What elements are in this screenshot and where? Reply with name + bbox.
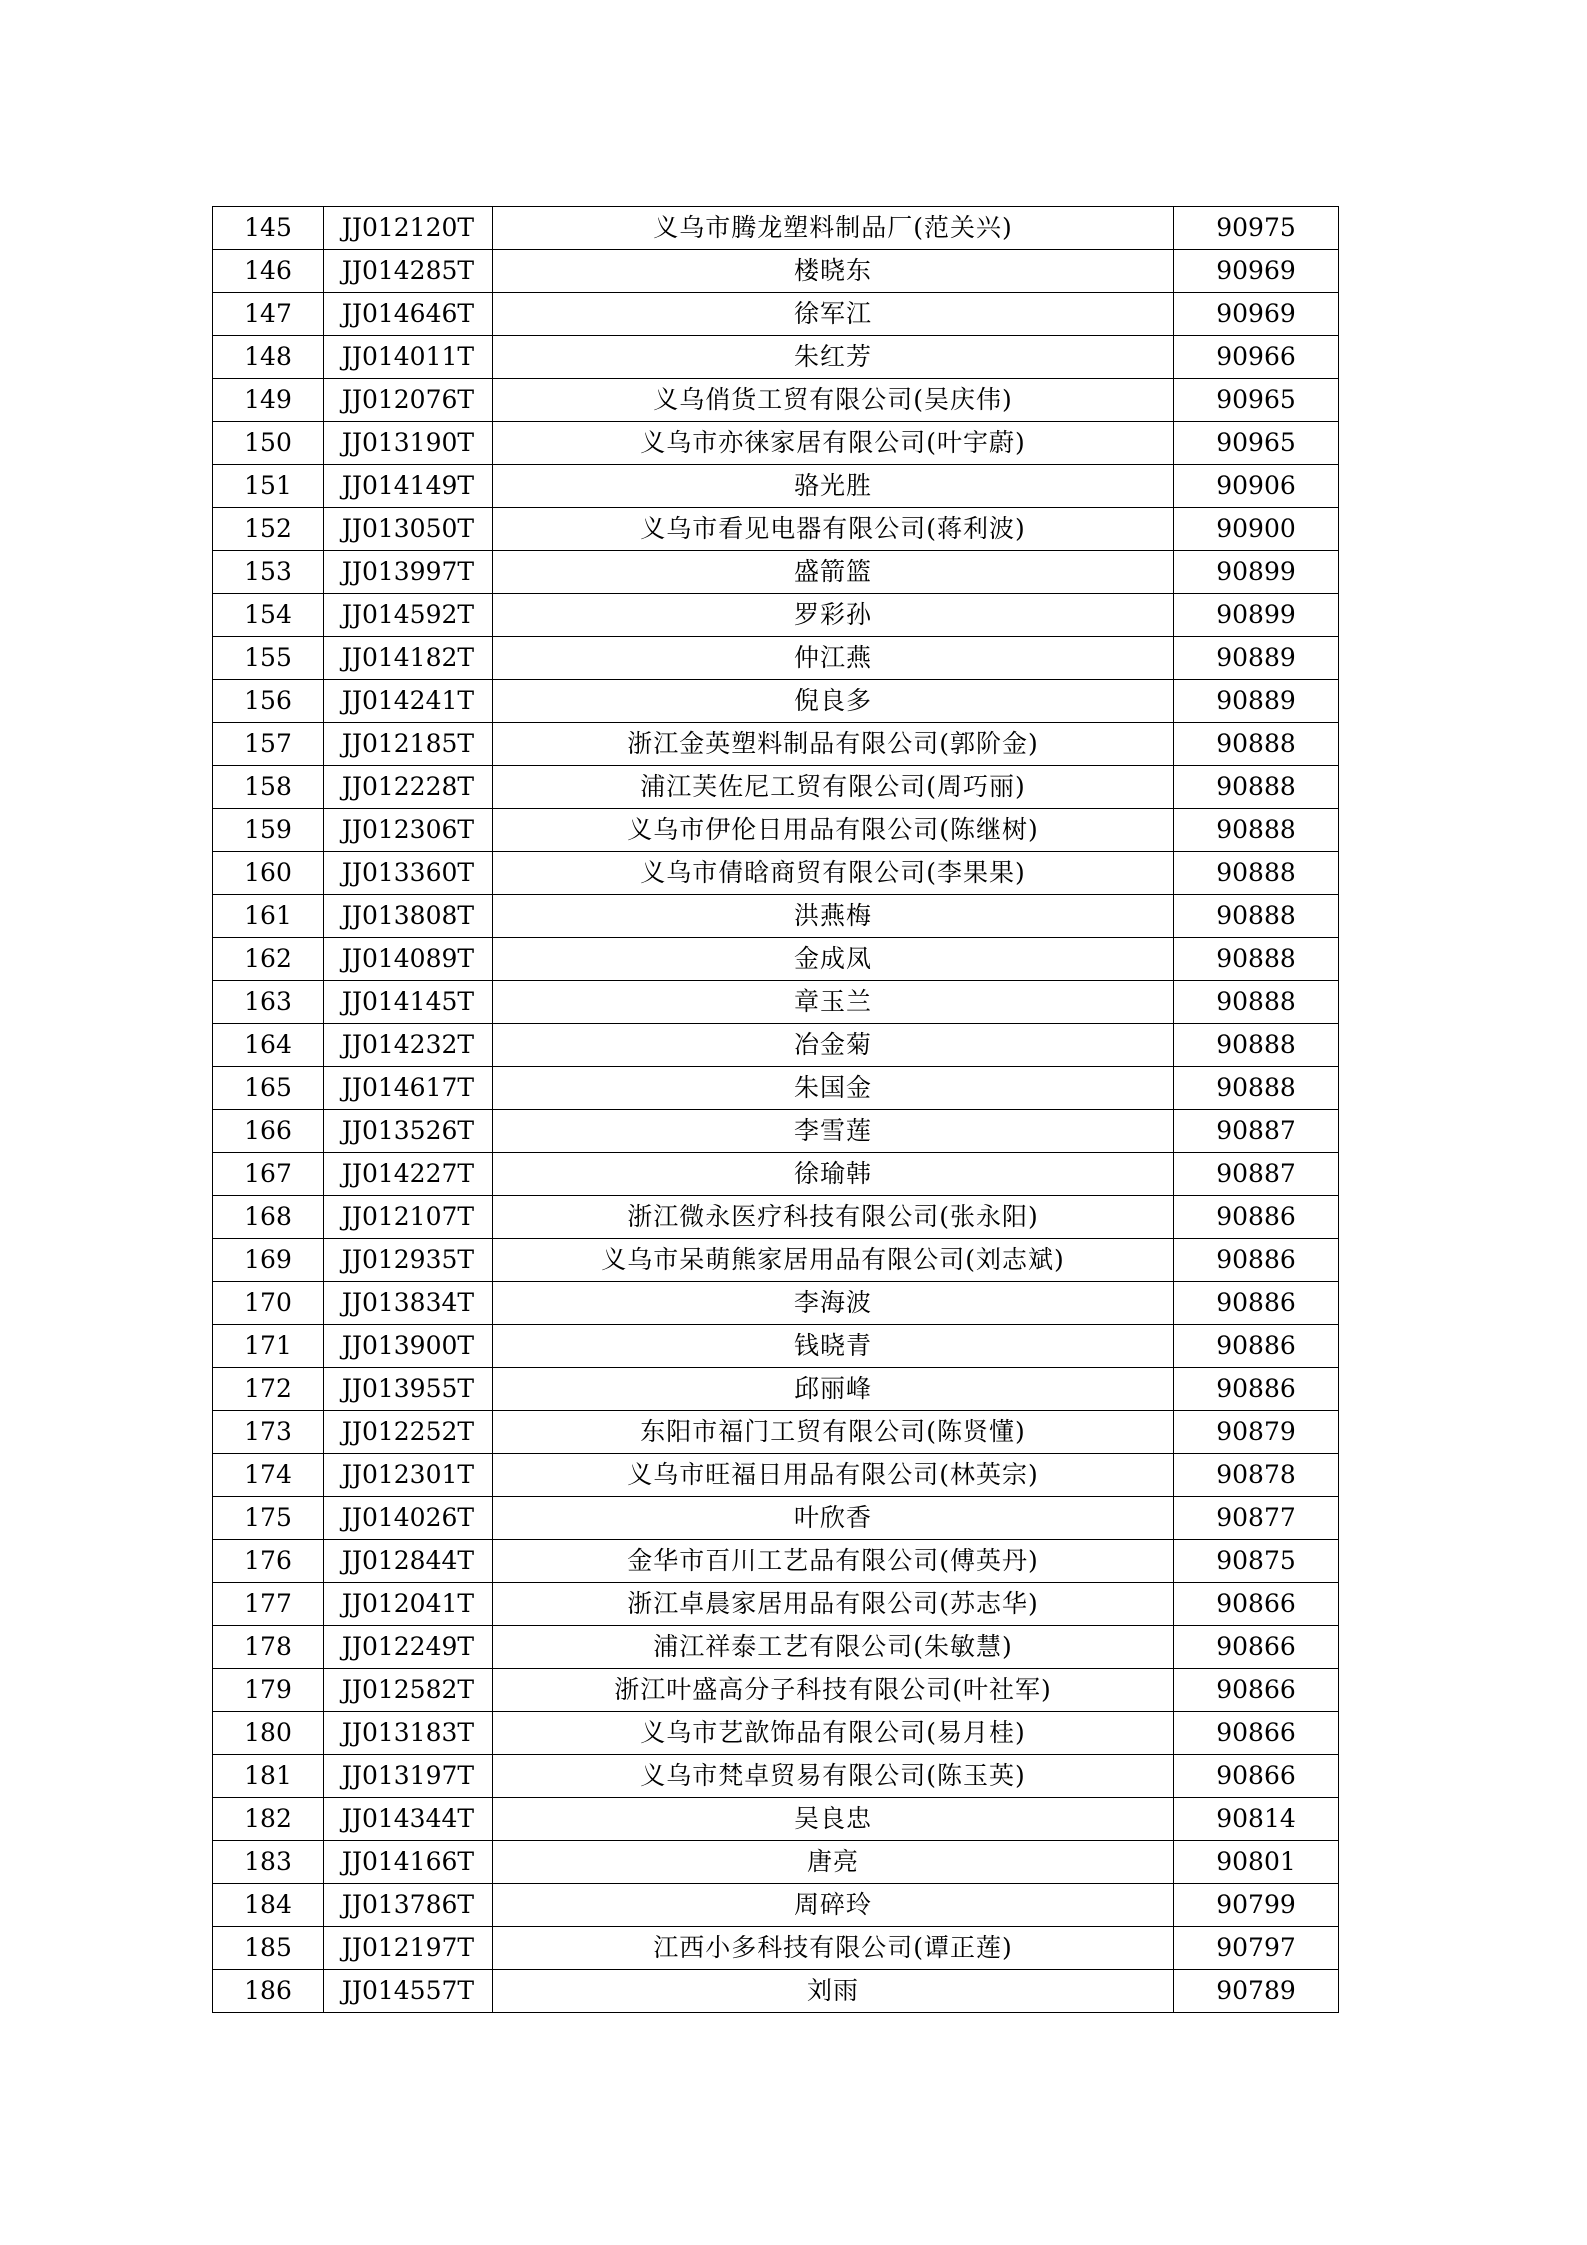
cell-code: JJ014227T (324, 1153, 493, 1196)
cell-seq-number: 149 (213, 379, 324, 422)
cell-code: JJ014026T (324, 1497, 493, 1540)
cell-seq-number: 175 (213, 1497, 324, 1540)
cell-name: 仲江燕 (493, 637, 1174, 680)
table-row (213, 1411, 1339, 1454)
table-row (213, 1368, 1339, 1411)
cell-code: JJ013900T (324, 1325, 493, 1368)
cell-score: 90887 (1174, 1153, 1339, 1196)
cell-score: 90906 (1174, 465, 1339, 508)
cell-score: 90879 (1174, 1411, 1339, 1454)
table-row (213, 1970, 1339, 2013)
cell-name: 义乌市伊伦日用品有限公司(陈继树) (493, 809, 1174, 852)
table-row (213, 1497, 1339, 1540)
cell-seq-number: 174 (213, 1454, 324, 1497)
table-row (213, 508, 1339, 551)
cell-seq-number: 170 (213, 1282, 324, 1325)
cell-code: JJ012120T (324, 207, 493, 250)
cell-score: 90797 (1174, 1927, 1339, 1970)
cell-score: 90875 (1174, 1540, 1339, 1583)
table-row (213, 1841, 1339, 1884)
cell-code: JJ012107T (324, 1196, 493, 1239)
cell-score: 90899 (1174, 551, 1339, 594)
cell-name: 徐瑜韩 (493, 1153, 1174, 1196)
cell-score: 90886 (1174, 1196, 1339, 1239)
table-row (213, 336, 1339, 379)
table-row (213, 1927, 1339, 1970)
cell-name: 叶欣香 (493, 1497, 1174, 1540)
cell-code: JJ014592T (324, 594, 493, 637)
cell-name: 徐军江 (493, 293, 1174, 336)
cell-score: 90866 (1174, 1755, 1339, 1798)
table-row (213, 1583, 1339, 1626)
cell-seq-number: 176 (213, 1540, 324, 1583)
cell-seq-number: 146 (213, 250, 324, 293)
cell-name: 楼晓东 (493, 250, 1174, 293)
cell-seq-number: 158 (213, 766, 324, 809)
table-row (213, 938, 1339, 981)
cell-name: 义乌市倩晗商贸有限公司(李果果) (493, 852, 1174, 895)
table-row (213, 1325, 1339, 1368)
cell-name: 金华市百川工艺品有限公司(傅英丹) (493, 1540, 1174, 1583)
cell-seq-number: 166 (213, 1110, 324, 1153)
cell-seq-number: 181 (213, 1755, 324, 1798)
cell-name: 盛箭篮 (493, 551, 1174, 594)
cell-seq-number: 155 (213, 637, 324, 680)
cell-score: 90789 (1174, 1970, 1339, 2013)
table-row (213, 1282, 1339, 1325)
cell-code: JJ012252T (324, 1411, 493, 1454)
cell-code: JJ013834T (324, 1282, 493, 1325)
cell-code: JJ014344T (324, 1798, 493, 1841)
cell-name: 刘雨 (493, 1970, 1174, 2013)
cell-seq-number: 185 (213, 1927, 324, 1970)
cell-name: 朱红芳 (493, 336, 1174, 379)
cell-score: 90888 (1174, 809, 1339, 852)
cell-code: JJ014646T (324, 293, 493, 336)
table-row (213, 422, 1339, 465)
cell-code: JJ013786T (324, 1884, 493, 1927)
cell-score: 90969 (1174, 293, 1339, 336)
cell-code: JJ013526T (324, 1110, 493, 1153)
cell-score: 90887 (1174, 1110, 1339, 1153)
cell-seq-number: 178 (213, 1626, 324, 1669)
cell-seq-number: 150 (213, 422, 324, 465)
cell-name: 唐亮 (493, 1841, 1174, 1884)
data-table (212, 206, 1339, 2013)
cell-code: JJ014149T (324, 465, 493, 508)
cell-name: 洪燕梅 (493, 895, 1174, 938)
cell-code: JJ013808T (324, 895, 493, 938)
cell-name: 浦江芙佐尼工贸有限公司(周巧丽) (493, 766, 1174, 809)
cell-score: 90966 (1174, 336, 1339, 379)
cell-seq-number: 184 (213, 1884, 324, 1927)
table-row (213, 1153, 1339, 1196)
cell-seq-number: 157 (213, 723, 324, 766)
table-row (213, 1798, 1339, 1841)
cell-name: 浙江微永医疗科技有限公司(张永阳) (493, 1196, 1174, 1239)
table-row (213, 1067, 1339, 1110)
cell-seq-number: 148 (213, 336, 324, 379)
cell-name: 冶金菊 (493, 1024, 1174, 1067)
table-row (213, 1540, 1339, 1583)
cell-seq-number: 145 (213, 207, 324, 250)
table-row (213, 852, 1339, 895)
cell-code: JJ012935T (324, 1239, 493, 1282)
cell-seq-number: 180 (213, 1712, 324, 1755)
cell-score: 90801 (1174, 1841, 1339, 1884)
cell-seq-number: 168 (213, 1196, 324, 1239)
table-row (213, 1755, 1339, 1798)
table-row (213, 1239, 1339, 1282)
cell-seq-number: 165 (213, 1067, 324, 1110)
cell-code: JJ014285T (324, 250, 493, 293)
cell-code: JJ013050T (324, 508, 493, 551)
cell-name: 罗彩孙 (493, 594, 1174, 637)
table-row (213, 293, 1339, 336)
cell-name: 浙江叶盛高分子科技有限公司(叶社军) (493, 1669, 1174, 1712)
cell-code: JJ014166T (324, 1841, 493, 1884)
cell-score: 90889 (1174, 637, 1339, 680)
cell-name: 浦江祥泰工艺有限公司(朱敏慧) (493, 1626, 1174, 1669)
cell-code: JJ013190T (324, 422, 493, 465)
cell-name: 倪良多 (493, 680, 1174, 723)
cell-score: 90886 (1174, 1282, 1339, 1325)
cell-seq-number: 147 (213, 293, 324, 336)
cell-code: JJ014557T (324, 1970, 493, 2013)
cell-seq-number: 151 (213, 465, 324, 508)
table-row (213, 680, 1339, 723)
cell-score: 90866 (1174, 1626, 1339, 1669)
cell-code: JJ012582T (324, 1669, 493, 1712)
cell-code: JJ014011T (324, 336, 493, 379)
cell-seq-number: 156 (213, 680, 324, 723)
table-row (213, 1454, 1339, 1497)
table-row (213, 637, 1339, 680)
cell-seq-number: 154 (213, 594, 324, 637)
cell-code: JJ012844T (324, 1540, 493, 1583)
cell-seq-number: 167 (213, 1153, 324, 1196)
cell-score: 90888 (1174, 895, 1339, 938)
cell-seq-number: 186 (213, 1970, 324, 2013)
cell-seq-number: 153 (213, 551, 324, 594)
cell-score: 90886 (1174, 1239, 1339, 1282)
cell-seq-number: 172 (213, 1368, 324, 1411)
cell-name: 义乌市艺歆饰品有限公司(易月桂) (493, 1712, 1174, 1755)
cell-seq-number: 164 (213, 1024, 324, 1067)
cell-score: 90866 (1174, 1583, 1339, 1626)
cell-seq-number: 171 (213, 1325, 324, 1368)
cell-name: 李雪莲 (493, 1110, 1174, 1153)
cell-seq-number: 162 (213, 938, 324, 981)
cell-seq-number: 163 (213, 981, 324, 1024)
cell-name: 东阳市福门工贸有限公司(陈贤懂) (493, 1411, 1174, 1454)
cell-code: JJ012249T (324, 1626, 493, 1669)
cell-name: 骆光胜 (493, 465, 1174, 508)
cell-score: 90866 (1174, 1669, 1339, 1712)
cell-name: 朱国金 (493, 1067, 1174, 1110)
table-row (213, 465, 1339, 508)
cell-code: JJ013997T (324, 551, 493, 594)
cell-code: JJ013955T (324, 1368, 493, 1411)
cell-seq-number: 152 (213, 508, 324, 551)
table-row (213, 1196, 1339, 1239)
cell-score: 90814 (1174, 1798, 1339, 1841)
cell-code: JJ013197T (324, 1755, 493, 1798)
cell-code: JJ012185T (324, 723, 493, 766)
table-row (213, 551, 1339, 594)
table-row (213, 723, 1339, 766)
cell-code: JJ014182T (324, 637, 493, 680)
cell-code: JJ014617T (324, 1067, 493, 1110)
cell-score: 90878 (1174, 1454, 1339, 1497)
cell-score: 90899 (1174, 594, 1339, 637)
cell-score: 90889 (1174, 680, 1339, 723)
table-row (213, 1024, 1339, 1067)
cell-seq-number: 179 (213, 1669, 324, 1712)
cell-code: JJ012041T (324, 1583, 493, 1626)
table-row (213, 1626, 1339, 1669)
cell-name: 义乌市亦徕家居有限公司(叶宇蔚) (493, 422, 1174, 465)
cell-name: 义乌市腾龙塑料制品厂(范关兴) (493, 207, 1174, 250)
cell-code: JJ013183T (324, 1712, 493, 1755)
cell-seq-number: 173 (213, 1411, 324, 1454)
cell-score: 90900 (1174, 508, 1339, 551)
table-row (213, 1669, 1339, 1712)
cell-seq-number: 183 (213, 1841, 324, 1884)
cell-name: 义乌俏货工贸有限公司(吴庆伟) (493, 379, 1174, 422)
table-row (213, 594, 1339, 637)
table-row (213, 766, 1339, 809)
cell-seq-number: 160 (213, 852, 324, 895)
cell-code: JJ014145T (324, 981, 493, 1024)
cell-code: JJ014232T (324, 1024, 493, 1067)
cell-score: 90888 (1174, 1067, 1339, 1110)
table-row (213, 1712, 1339, 1755)
table-row (213, 1110, 1339, 1153)
cell-code: JJ014241T (324, 680, 493, 723)
cell-name: 江西小多科技有限公司(谭正莲) (493, 1927, 1174, 1970)
cell-name: 义乌市旺福日用品有限公司(林英宗) (493, 1454, 1174, 1497)
cell-code: JJ012301T (324, 1454, 493, 1497)
table-row (213, 809, 1339, 852)
cell-code: JJ013360T (324, 852, 493, 895)
cell-score: 90975 (1174, 207, 1339, 250)
table-row (213, 981, 1339, 1024)
cell-score: 90888 (1174, 766, 1339, 809)
cell-name: 周碎玲 (493, 1884, 1174, 1927)
cell-score: 90888 (1174, 938, 1339, 981)
cell-name: 李海波 (493, 1282, 1174, 1325)
cell-score: 90866 (1174, 1712, 1339, 1755)
cell-name: 金成凤 (493, 938, 1174, 981)
cell-score: 90969 (1174, 250, 1339, 293)
cell-seq-number: 161 (213, 895, 324, 938)
cell-score: 90965 (1174, 422, 1339, 465)
cell-code: JJ012228T (324, 766, 493, 809)
cell-score: 90888 (1174, 981, 1339, 1024)
table-row (213, 1884, 1339, 1927)
cell-score: 90799 (1174, 1884, 1339, 1927)
cell-name: 浙江卓晨家居用品有限公司(苏志华) (493, 1583, 1174, 1626)
cell-code: JJ012076T (324, 379, 493, 422)
cell-code: JJ014089T (324, 938, 493, 981)
cell-score: 90888 (1174, 723, 1339, 766)
cell-name: 浙江金英塑料制品有限公司(郭阶金) (493, 723, 1174, 766)
cell-name: 章玉兰 (493, 981, 1174, 1024)
cell-name: 义乌市看见电器有限公司(蒋利波) (493, 508, 1174, 551)
cell-code: JJ012306T (324, 809, 493, 852)
cell-seq-number: 182 (213, 1798, 324, 1841)
cell-name: 钱晓青 (493, 1325, 1174, 1368)
cell-code: JJ012197T (324, 1927, 493, 1970)
cell-name: 邱丽峰 (493, 1368, 1174, 1411)
cell-score: 90888 (1174, 1024, 1339, 1067)
table-body (213, 207, 1339, 2013)
cell-seq-number: 177 (213, 1583, 324, 1626)
cell-score: 90886 (1174, 1325, 1339, 1368)
table-row (213, 895, 1339, 938)
cell-score: 90886 (1174, 1368, 1339, 1411)
cell-name: 义乌市梵卓贸易有限公司(陈玉英) (493, 1755, 1174, 1798)
cell-name: 吴良忠 (493, 1798, 1174, 1841)
table-row (213, 207, 1339, 250)
table-row (213, 379, 1339, 422)
cell-seq-number: 169 (213, 1239, 324, 1282)
cell-score: 90877 (1174, 1497, 1339, 1540)
table-row (213, 250, 1339, 293)
cell-score: 90888 (1174, 852, 1339, 895)
cell-seq-number: 159 (213, 809, 324, 852)
cell-name: 义乌市呆萌熊家居用品有限公司(刘志斌) (493, 1239, 1174, 1282)
cell-score: 90965 (1174, 379, 1339, 422)
